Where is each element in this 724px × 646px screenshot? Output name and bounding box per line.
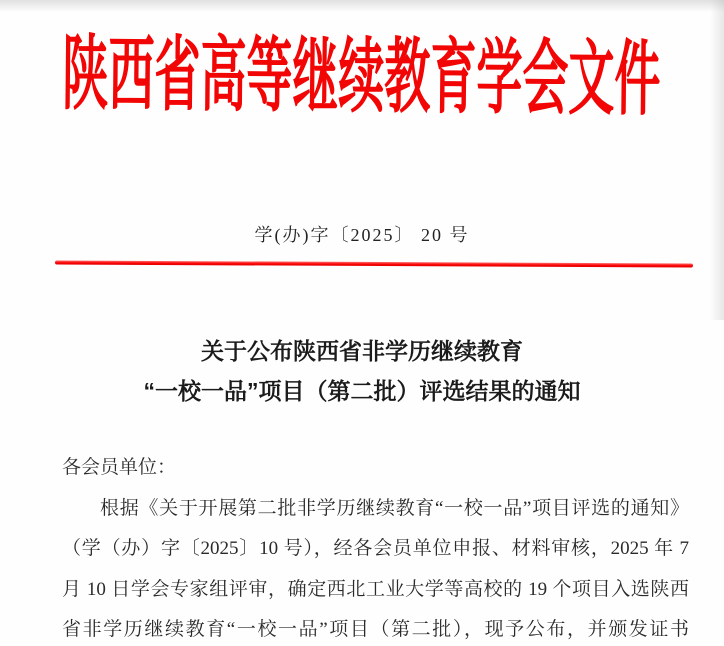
document-number: 学(办)字〔2025〕 20 号 bbox=[254, 225, 470, 245]
salutation: 各会员单位： bbox=[62, 457, 177, 478]
body-line: （学（办）字〔2025〕10 号），经各会员单位申报、材料审核，2025 年 7 bbox=[62, 538, 689, 559]
body-line: 根据《关于开展第二批非学历继续教育“一校一品”项目评选的通知》 bbox=[100, 497, 689, 519]
document-body bbox=[62, 448, 689, 646]
letterhead-title: 陕西省高等继续教育学会文件 bbox=[61, 28, 661, 126]
notice-title-line1: 关于公布陕西省非学历继续教育 bbox=[201, 338, 523, 364]
red-divider-line bbox=[55, 260, 693, 267]
notice-title-line2: “一校一品”项目（第二批）评选结果的通知 bbox=[143, 378, 581, 404]
notice-title bbox=[0, 331, 724, 411]
body-line: 月 10 日学会专家组评审，确定西北工业大学等高校的 19 个项目入选陕西 bbox=[62, 578, 689, 600]
body-line: 省非学历继续教育“一校一品”项目（第二批），现予公布，并颁发证书 bbox=[62, 619, 689, 640]
